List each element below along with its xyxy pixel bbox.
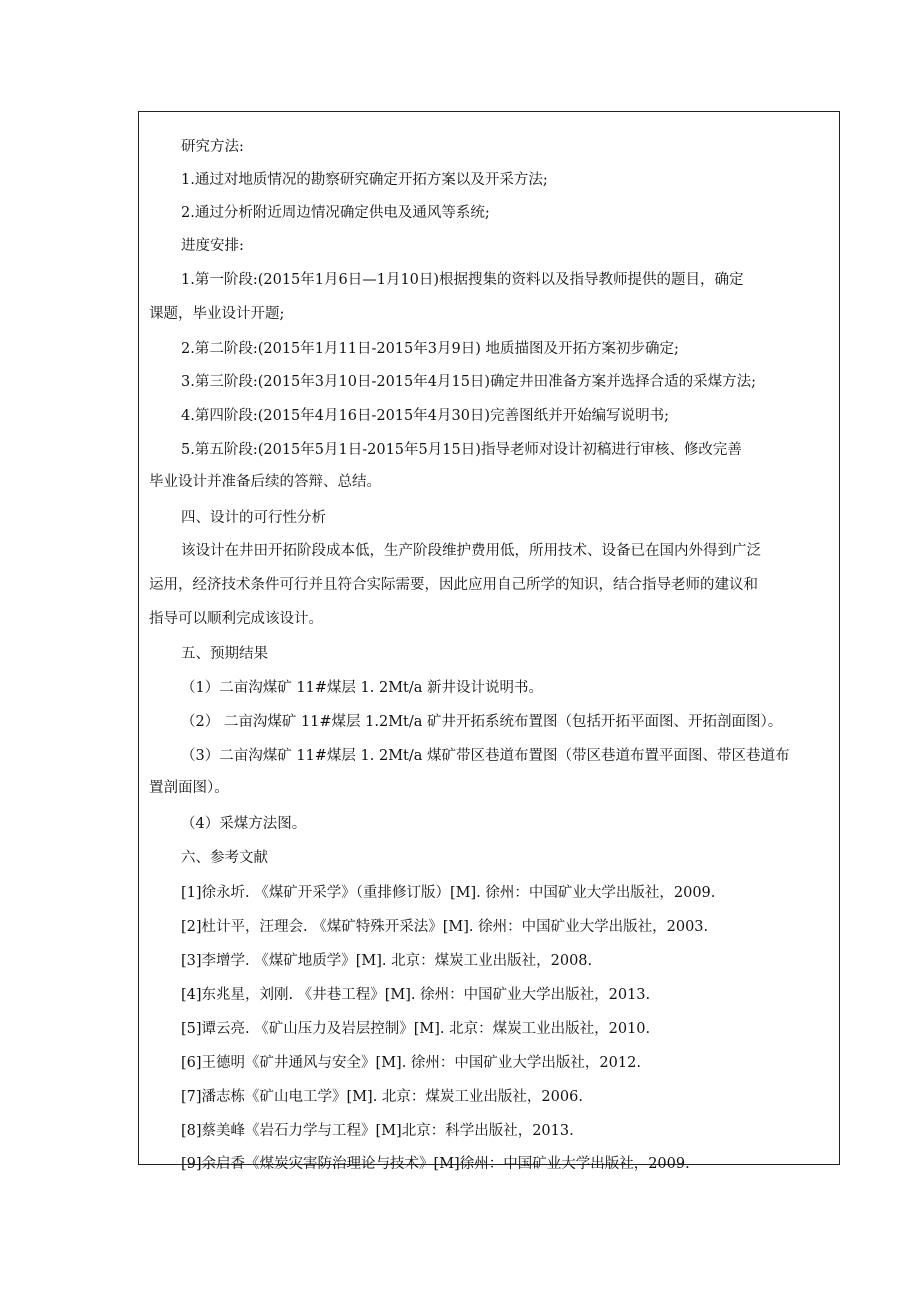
reference-item: [7]潘志栋《矿山电工学》[M]. 北京：煤炭工业出版社，2006. [181, 1089, 583, 1105]
reference-item: [3]李增学. 《煤矿地质学》[M]. 北京：煤炭工业出版社，2008. [181, 953, 593, 969]
reference-item: [9]余启香《煤炭灾害防治理论与技术》[M]徐州：中国矿业大学出版社，2009. [181, 1156, 690, 1172]
list-item: 置剖面图）。 [149, 780, 229, 796]
section-heading: 四、设计的可行性分析 [181, 510, 326, 526]
reference-item: [1]徐永圻. 《煤矿开采学》（重排修订版）[M]. 徐州：中国矿业大学出版社，2009. [181, 885, 716, 901]
reference-item: [5]谭云亮. 《矿山压力及岩层控制》[M]. 北京：煤炭工业出版社，2010. [181, 1021, 651, 1037]
section-heading: 五、预期结果 [181, 646, 268, 662]
paragraph-line: 运用，经济技术条件可行并且符合实际需要，因此应用自己所学的知识，结合指导老师的建议和 [149, 577, 758, 593]
paragraph-line: 2.通过分析附近周边情况确定供电及通风等系统; [181, 205, 490, 221]
paragraph-line: 5.第五阶段:(2015年5月1日-2015年5月15日)指导老师对设计初稿进行审核、修改完善 [181, 442, 742, 458]
section-heading: 进度安排: [181, 238, 244, 254]
reference-item: [8]蔡美峰《岩石力学与工程》[M]北京：科学出版社，2013. [181, 1123, 574, 1139]
paragraph-line: 1.通过对地质情况的勘察研究确定开拓方案以及开采方法; [181, 172, 548, 188]
paragraph-line: 2.第二阶段:(2015年1月11日-2015年3月9日) 地质描图及开拓方案初步确定; [181, 341, 679, 357]
section-heading: 六、参考文献 [181, 850, 268, 866]
paragraph-line: 指导可以顺利完成该设计。 [149, 611, 323, 627]
paragraph-line: 3.第三阶段:(2015年3月10日-2015年4月15日)确定井田准备方案并选择合适的采煤方法; [181, 374, 756, 390]
content-table-frame [138, 111, 840, 1172]
paragraph-line: 课题，毕业设计开题; [149, 306, 285, 322]
list-item: （4）采煤方法图。 [181, 816, 307, 832]
list-item: （3）二亩沟煤矿 11#煤层 1. 2Mt/a 煤矿带区巷道布置图（带区巷道布置平面图、带区巷道布 [181, 748, 790, 764]
paragraph-line: 该设计在井田开拓阶段成本低，生产阶段维护费用低，所用技术、设备已在国内外得到广泛 [181, 543, 761, 559]
list-item: （2） 二亩沟煤矿 11#煤层 1.2Mt/a 矿井开拓系统布置图（包括开拓平面图、开拓剖面图）。 [181, 714, 783, 730]
reference-item: [6]王德明《矿井通风与安全》[M]. 徐州：中国矿业大学出版社，2012. [181, 1055, 641, 1071]
list-item: （1）二亩沟煤矿 11#煤层 1. 2Mt/a 新井设计说明书。 [181, 680, 544, 696]
paragraph-line: 1.第一阶段:(2015年1月6日—1月10日)根据搜集的资料以及指导教师提供的题目，确定 [181, 272, 744, 288]
reference-item: [2]杜计平，汪理会. 《煤矿特殊开采法》[M]. 徐州：中国矿业大学出版社，2003. [181, 919, 709, 935]
reference-item: [4]东兆星，刘刚. 《井巷工程》[M]. 徐州：中国矿业大学出版社，2013. [181, 987, 651, 1003]
paragraph-line: 4.第四阶段:(2015年4月16日-2015年4月30日)完善图纸并开始编写说明书; [181, 408, 669, 424]
section-heading: 研究方法: [181, 139, 244, 155]
paragraph-line: 毕业设计并准备后续的答辩、总结。 [149, 474, 381, 490]
